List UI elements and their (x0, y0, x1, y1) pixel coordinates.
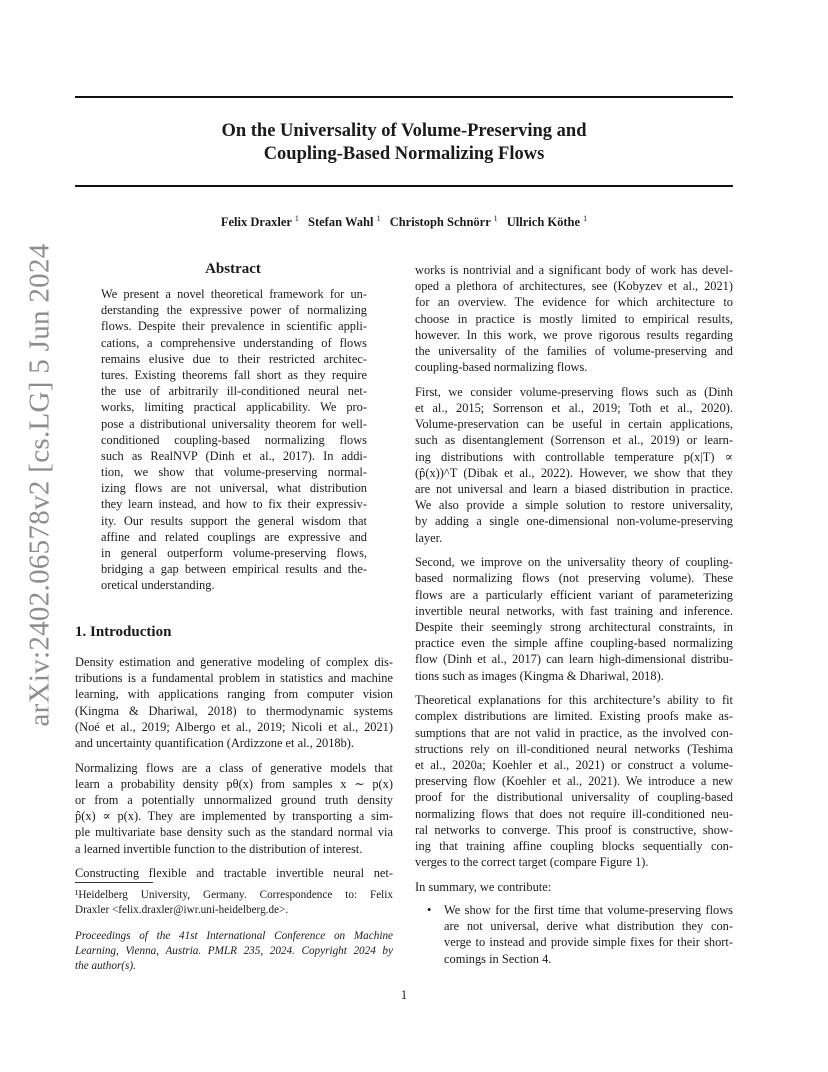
text-line: based normalizing flows (not preserving volume). These (415, 571, 733, 586)
text-line: oped a plethora of architectures, see (Kobyzev et al., 2021) (415, 279, 733, 294)
title-top-rule (75, 96, 733, 98)
text-line: (Kingma & Dhariwal, 2018) to thermodynamic systems (75, 703, 393, 718)
abstract-heading: Abstract (205, 261, 261, 277)
intro-body (75, 654, 393, 881)
text-line: derstanding the expressive power of normalizing (101, 303, 367, 318)
text-line: such as disentanglement (Sorrenson et al., 2019) or learn- (415, 433, 733, 448)
text-line: structions rely on ill-conditioned neural networks (Teshima (415, 741, 733, 756)
text-line: We present a novel theoretical framework for un- (101, 287, 367, 301)
text-line: a learned invertible function to the distribution of interest. (75, 841, 363, 856)
right-column (415, 262, 733, 895)
paper-title (75, 120, 733, 166)
text-line: cations, a comprehensive understanding of flows (101, 335, 367, 350)
text-line: et al., 2015; Sorrenson et al., 2019; Toth et al., 2020). (415, 401, 733, 415)
text-line: they learn instead, and how to fix their expressiv- (101, 497, 367, 512)
section-heading: 1. Introduction (75, 624, 172, 640)
text-line: for an overview. The evidence for which architecture to (415, 295, 733, 310)
text-line: First, we consider volume-preserving flows such as (Dinh (415, 384, 733, 399)
author: Felix Draxler $^1$ (220, 214, 299, 230)
text-line: the author(s). (75, 960, 136, 972)
title-line: On the Universality of Volume-Preserving and (221, 121, 587, 141)
text-line: flows. Despite their prevalence in scientific appli- (101, 319, 367, 334)
text-line: remains elusive due to their restricted architec- (101, 351, 367, 366)
author-list (75, 214, 733, 230)
list-item (444, 902, 733, 967)
text-line: preserving flow (Koehler et al., 2021). We introduce a new (415, 774, 733, 789)
text-line: works, limiting practical applicability. We pro- (101, 400, 367, 415)
text-line: conditioned coupling-based normalizing flows (101, 432, 367, 447)
text-line: the universality of the families of volume-preserving and (415, 343, 733, 358)
abstract-body (101, 286, 367, 594)
text-line: izing flows are not universal, what distribution (101, 481, 367, 496)
footnote-rule (75, 882, 153, 883)
text-line: layer. (415, 530, 443, 545)
text-line: tures. Existing theorems fall short as they require (101, 367, 367, 382)
text-line: invertible neural networks, with fast training and inference. (415, 603, 733, 618)
author: Ullrich Köthe $^1$ (506, 214, 588, 230)
text-line: by adding a single one-dimensional non-volume-preserving (415, 514, 733, 529)
bullet-icon: • (427, 903, 432, 917)
text-line: ple multivariate base density such as the standard normal via (75, 825, 393, 840)
text-line: works is nontrivial and a significant body of work has devel- (415, 263, 733, 277)
affiliation-footnote (75, 888, 393, 918)
text-line: flow (Dinh et al., 2017) can learn high-dimensional distribu- (415, 652, 733, 667)
title-line: Coupling-Based Normalizing Flows (263, 144, 545, 164)
text-line: p̂(x) ∝ p(x). They are implemented by transporting a sim- (75, 809, 393, 824)
text-line: proof for the distributional universality of coupling-based (415, 790, 733, 805)
text-line: oretical understanding. (101, 578, 215, 593)
text-line: verge to instead and provide simple fixes for their short- (444, 935, 733, 950)
text-line: Density estimation and generative modeling of complex dis- (75, 655, 393, 669)
text-line: complex distributions are limited. Existing proofs make as- (415, 709, 733, 724)
text-line: are not universal, derive what distribution they con- (444, 919, 733, 934)
text-line: Volume-preservation can be useful in certain applications, (415, 417, 733, 432)
contribution-list (415, 902, 733, 967)
text-line: Draxler <felix.draxler@iwr.uni-heidelberg.de>. (75, 904, 289, 916)
text-line: ral networks to converge. This proof is constructive, show- (415, 822, 733, 837)
author: Stefan Wahl $^1$ (308, 214, 381, 230)
text-line: tributions is a fundamental problem in statistics and machine (75, 671, 393, 686)
text-line: in general outperform volume-preserving flows, (101, 546, 367, 560)
text-line: ing that training affine coupling blocks sequentially con- (415, 838, 733, 853)
text-line: tions such as images (Kingma & Dhariwal, 2018). (415, 668, 664, 683)
text-line: ¹Heidelberg University, Germany. Correspondence to: Felix (75, 889, 393, 901)
title-bottom-rule (75, 185, 733, 187)
text-line: We also provide a simple solution to restore universality, (415, 498, 733, 513)
text-line: pose a distributional universality theorem for well- (101, 416, 367, 431)
text-line: verges to the correct target (compare Figure 1). (415, 855, 649, 870)
text-line: such as RealNVP (Dinh et al., 2017). In addi- (101, 448, 367, 463)
text-line: ing distributions with controllable temperature p(x|T) ∝ (415, 449, 733, 464)
text-line: comings in Section 4. (444, 951, 552, 966)
text-line: learn a probability density pθ(x) from samples x ∼ p(x) (75, 776, 393, 791)
text-line: tion, we show that volume-preserving normal- (101, 465, 367, 480)
text-line: however. In this work, we prove rigorous results regarding (415, 327, 733, 342)
text-line: ity. Our results support the general wisdom that (101, 513, 367, 528)
text-line: affine and related couplings are expressive and (101, 529, 367, 544)
text-line: practice even the simple affine coupling-based normalizing (415, 636, 733, 651)
text-line: or from a potentially unnormalized ground truth density (75, 793, 393, 807)
text-line: bridging a gap between empirical results and the- (101, 562, 367, 577)
text-line: Learning, Vienna, Austria. PMLR 235, 2024. Copyright 2024 by (75, 945, 393, 957)
text-line: Proceedings of the 41st International Conference on Machine (75, 930, 393, 942)
text-line: In summary, we contribute: (415, 879, 552, 894)
text-line: We show for the first time that volume-preserving flows (444, 903, 733, 917)
proceedings-note (75, 929, 393, 974)
text-line: are not universal and learn a biased distribution in practice. (415, 481, 733, 496)
text-line: learning, with applications ranging from computer vision (75, 687, 393, 702)
text-line: normalizing flows that does not require ill-conditioned neu- (415, 806, 733, 821)
text-line: choose in practice is mostly limited to empirical results, (415, 311, 733, 326)
text-line: sumptions that are not valid in practice, as the involved con- (415, 725, 733, 740)
page-number: 1 (400, 988, 408, 1002)
arxiv-identifier: arXiv:2402.06578v2 [cs.LG] 5 Jun 2024 (23, 243, 56, 727)
text-line: Theoretical explanations for this architecture’s ability to fit (415, 693, 733, 708)
text-line: Constructing flexible and tractable invertible neural net- (75, 866, 393, 881)
text-line: Second, we improve on the universality theory of coupling- (415, 555, 733, 570)
text-line: the use of arbitrarily ill-conditioned neural net- (101, 384, 367, 399)
text-line: Despite their seemingly strong architectural constraints, in (415, 619, 733, 634)
text-line: (p̂(x))^T (Dibak et al., 2022). However, we show that they (415, 465, 733, 480)
text-line: et al., 2020a; Koehler et al., 2021) or construct a volume- (415, 757, 733, 772)
text-line: Normalizing flows are a class of generative models that (75, 760, 393, 775)
text-line: flows are a particularly efficient variant of parameterizing (415, 587, 733, 602)
author: Christoph Schnörr $^1$ (389, 214, 498, 230)
text-line: (Noé et al., 2019; Albergo et al., 2019; Nicoli et al., 2021) (75, 719, 393, 734)
text-line: coupling-based normalizing flows. (415, 360, 588, 375)
text-line: and uncertainty quantification (Ardizzone et al., 2018b). (75, 735, 355, 750)
